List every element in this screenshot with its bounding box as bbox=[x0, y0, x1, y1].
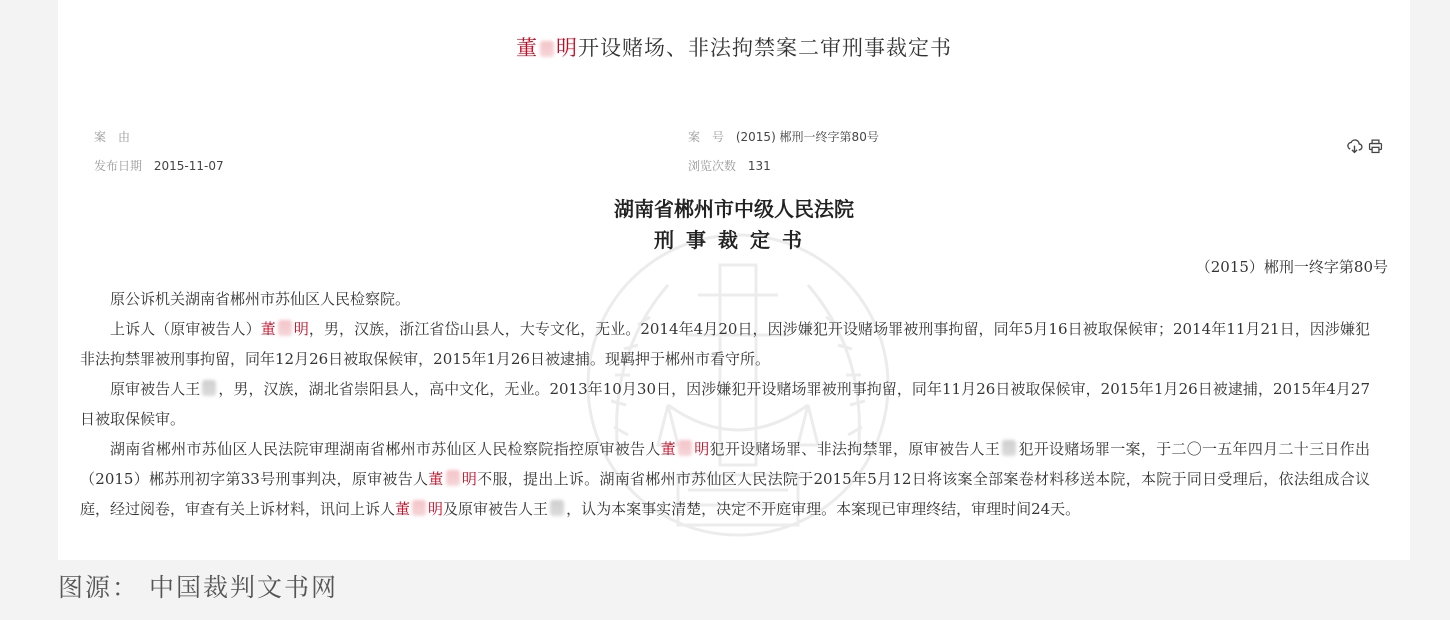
redaction-mark bbox=[540, 41, 554, 57]
meta-case-number bbox=[688, 128, 879, 145]
document-title bbox=[58, 32, 1410, 62]
redaction-mark bbox=[278, 320, 292, 336]
text-segment: 及原审被告人王 bbox=[443, 500, 549, 518]
views-label: 浏览次数 bbox=[688, 159, 737, 173]
caseno-label: 案 号 bbox=[688, 130, 725, 144]
text-segment: 犯开设赌场罪一案，于二〇一五年四月二十三日作出（2015）郴苏刑初字第33号刑事判决，原审被告人 bbox=[80, 440, 1370, 488]
text-segment: 不服，提出上诉。湖南省郴州市苏仙区人民法院于2015年5月12日将该案全部案卷材料移送本院，本院于同日受理后，依法组成合议庭，经过阅卷，审查有关上诉材料，讯问上诉人 bbox=[80, 470, 1370, 518]
defendant-name-part3: 董 bbox=[428, 470, 444, 488]
meta-view-count bbox=[688, 157, 771, 174]
redaction-mark bbox=[202, 380, 216, 396]
paragraph-case-history bbox=[80, 434, 1370, 524]
publish-value: 2015-11-07 bbox=[153, 159, 224, 173]
publish-label: 发布日期 bbox=[94, 159, 143, 173]
views-value: 131 bbox=[747, 159, 771, 173]
text-segment: ，男，汉族，湖北省崇阳县人，高中文化，无业。2013年10月30日，因涉嫌犯开设赌场罪被刑事拘留，同年11月26日被取保候审，2015年1月26日被逮捕，2015年4月27日被取保候审。 bbox=[80, 380, 1370, 428]
meta-publish-date bbox=[94, 157, 224, 174]
text-segment: ，男，汉族，浙江省岱山县人，大专文化，无业。2014年4月20日，因涉嫌犯开设赌场罪被刑事拘留，同年5月16日被取保候审；2014年11月21日，因涉嫌犯非法拘禁罪被刑事拘留，同年12月26日被取保候审，2015年1月26日被逮捕。现羁押于郴州市看守所。 bbox=[80, 320, 1370, 368]
defendant-name-part4: 明 bbox=[461, 470, 478, 488]
title-text: 开设赌场、非法拘禁案二审刑事裁定书 bbox=[578, 36, 952, 60]
defendant-name-part2: 明 bbox=[693, 440, 710, 458]
paragraph-co-defendant bbox=[80, 374, 1370, 434]
defendant-name-part1: 董 bbox=[660, 440, 676, 458]
download-icon[interactable] bbox=[1346, 138, 1363, 159]
redaction-mark bbox=[1002, 440, 1016, 456]
title-name-part2: 明 bbox=[556, 36, 578, 60]
redaction-mark bbox=[550, 500, 564, 516]
defendant-name-part6: 明 bbox=[428, 500, 444, 518]
meta-cause bbox=[94, 128, 138, 145]
caseno-value: (2015) 郴刑一终字第80号 bbox=[735, 130, 879, 144]
text-segment: 湖南省郴州市苏仙区人民法院审理湖南省郴州市苏仙区人民检察院指控原审被告人 bbox=[110, 440, 661, 458]
text-segment: ，认为本案事实清楚，决定不开庭审理。本案现已审理终结，审理时间24天。 bbox=[566, 500, 1081, 518]
text-segment: 原审被告人王 bbox=[110, 380, 201, 398]
court-name: 湖南省郴州市中级人民法院 bbox=[614, 197, 854, 221]
document-page bbox=[58, 0, 1410, 560]
print-icon[interactable] bbox=[1367, 138, 1384, 159]
paragraph-prosecutor: 原公诉机关湖南省郴州市苏仙区人民检察院。 bbox=[110, 290, 411, 308]
title-name-part1: 董 bbox=[516, 36, 538, 60]
image-source-caption: 图源： 中国裁判文书网 bbox=[58, 573, 338, 602]
cause-label: 案 由 bbox=[94, 130, 131, 144]
document-case-number: （2015）郴刑一终字第80号 bbox=[1195, 258, 1388, 276]
paragraph-appellant bbox=[80, 314, 1370, 374]
redaction-mark bbox=[678, 440, 692, 456]
toolbar-icons bbox=[1346, 138, 1384, 159]
appellant-name-part1: 董 bbox=[260, 320, 276, 338]
appellant-name-part2: 明 bbox=[293, 320, 309, 338]
document-type: 刑事裁定书 bbox=[654, 228, 814, 252]
redaction-mark bbox=[412, 500, 426, 516]
defendant-name-part5: 董 bbox=[395, 500, 411, 518]
document-body bbox=[80, 284, 1370, 524]
redaction-mark bbox=[446, 470, 460, 486]
text-segment: 上诉人（原审被告人） bbox=[110, 320, 261, 338]
text-segment: 犯开设赌场罪、非法拘禁罪，原审被告人王 bbox=[709, 440, 1001, 458]
